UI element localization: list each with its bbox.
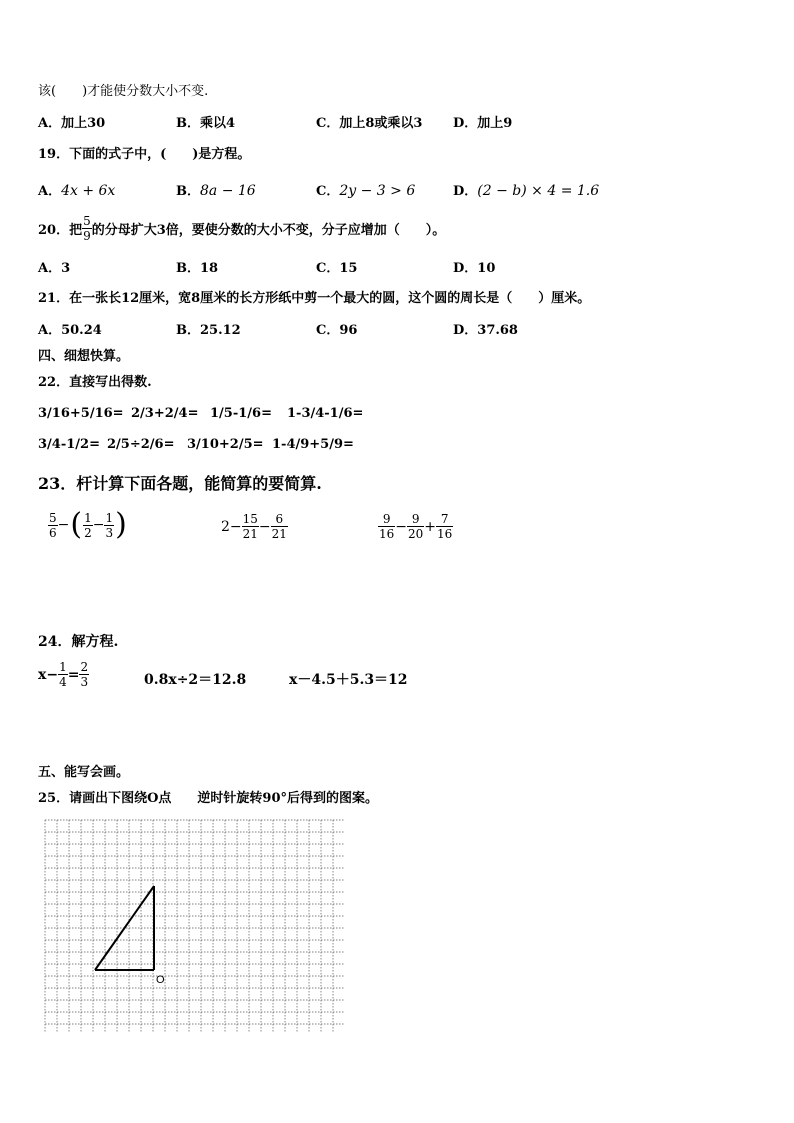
q19-expr-b: 8a − 16 bbox=[200, 183, 256, 199]
denominator: 3 bbox=[105, 525, 114, 540]
q20-option-c: C．15 bbox=[316, 261, 358, 276]
q19-label-d: D． bbox=[453, 184, 478, 199]
denominator: 21 bbox=[242, 527, 258, 541]
q21-option-b: B．25.12 bbox=[176, 323, 241, 338]
q21-option-a: A．50.24 bbox=[38, 323, 102, 338]
q19-label-c: C． bbox=[316, 184, 340, 199]
operator: − bbox=[395, 518, 408, 535]
q19-expr-a: 4x + 6x bbox=[61, 183, 116, 199]
q22-item: 3/4-1/2= bbox=[38, 437, 100, 452]
q21-option-d: D．37.68 bbox=[453, 323, 518, 338]
q22-item: 1-3/4-1/6= bbox=[287, 406, 364, 421]
q19-stem: 19．下面的式子中，( )是方程。 bbox=[38, 147, 251, 162]
q24-stem: 24．解方程. bbox=[38, 634, 119, 650]
equals-sign: = bbox=[67, 666, 80, 683]
q22-item: 1-4/9+5/9= bbox=[272, 437, 354, 452]
denominator: 21 bbox=[271, 527, 287, 541]
q19-expr-c: 2y − 3 > 6 bbox=[339, 183, 416, 199]
q18-option-c: C．加上8或乘以3 bbox=[316, 116, 423, 131]
denominator: 20 bbox=[408, 527, 424, 541]
q19-expr-d: (2 − b) × 4 = 1.6 bbox=[477, 183, 600, 199]
numerator: 9 bbox=[378, 512, 395, 527]
numerator: 5 bbox=[49, 510, 57, 525]
section-4-heading: 四、细想快算。 bbox=[38, 349, 130, 364]
q20-suffix: 的分母扩大3倍，要使分数的大小不变，分子应增加（ ）。 bbox=[91, 223, 446, 238]
numerator: 15 bbox=[242, 512, 258, 526]
q21-option-c: C．96 bbox=[316, 323, 358, 338]
numerator: 1 bbox=[84, 510, 92, 525]
section-5-heading: 五、能写会画。 bbox=[38, 765, 130, 780]
q23-stem: 23．杆计算下面各题，能简算的要简算. bbox=[38, 474, 322, 493]
q21-stem: 21．在一张长12厘米，宽8厘米的长方形纸中剪一个最大的圆，这个圆的周长是（ ）厘米。 bbox=[38, 291, 591, 306]
leading-term: x− bbox=[38, 666, 59, 683]
denominator: 3 bbox=[80, 675, 89, 689]
q22-stem: 22．直接写出得数. bbox=[38, 375, 152, 390]
numerator: 6 bbox=[271, 512, 288, 527]
right-paren: ) bbox=[115, 507, 127, 542]
q18-tail-text: 该( )才能使分数大小不变. bbox=[38, 84, 209, 99]
numerator: 2 bbox=[80, 660, 89, 674]
q25-stem: 25．请画出下图绕O点 逆时针旋转90°后得到的图案。 bbox=[38, 791, 379, 806]
q18-option-a: A．加上30 bbox=[38, 116, 106, 131]
numerator: 9 bbox=[407, 512, 424, 527]
q22-item: 2/3+2/4= bbox=[131, 406, 199, 421]
point-o-label: O bbox=[156, 974, 165, 986]
q20-option-a: A．3 bbox=[38, 261, 71, 276]
left-paren: ( bbox=[70, 507, 83, 542]
q22-item: 1/5-1/6= bbox=[210, 406, 272, 421]
q22-item: 3/10+2/5= bbox=[187, 437, 264, 452]
q24-equation-3: x－4.5＋5.3＝12 bbox=[289, 672, 408, 688]
denominator: 6 bbox=[49, 525, 57, 540]
numerator: 1 bbox=[105, 510, 114, 525]
q20-prefix: 20．把 bbox=[38, 223, 83, 238]
q24-equation-2: 0.8x÷2＝12.8 bbox=[144, 672, 247, 688]
q20-fraction-numerator: 5 bbox=[83, 214, 91, 228]
operator: − bbox=[57, 517, 70, 533]
q20-option-d: D．10 bbox=[453, 261, 496, 276]
leading-term: 2− bbox=[221, 518, 242, 535]
q18-option-b: B．乘以4 bbox=[176, 116, 236, 131]
denominator: 16 bbox=[379, 527, 395, 541]
q20-option-b: B．18 bbox=[176, 261, 219, 276]
operator: − bbox=[92, 517, 105, 533]
q19-label-b: B． bbox=[176, 184, 200, 199]
q18-option-d: D．加上9 bbox=[453, 116, 513, 131]
q20-fraction-denominator: 9 bbox=[83, 229, 91, 243]
q19-label-a: A． bbox=[38, 184, 62, 199]
operator: − bbox=[258, 518, 271, 535]
operator: + bbox=[424, 518, 437, 535]
dotted-grid bbox=[45, 820, 344, 1033]
numerator: 7 bbox=[436, 512, 453, 527]
denominator: 4 bbox=[59, 675, 67, 689]
q22-item: 3/16+5/16= bbox=[38, 406, 124, 421]
numerator: 1 bbox=[59, 660, 67, 674]
denominator: 2 bbox=[84, 525, 92, 540]
q22-item: 2/5÷2/6= bbox=[107, 437, 175, 452]
denominator: 16 bbox=[437, 527, 453, 541]
